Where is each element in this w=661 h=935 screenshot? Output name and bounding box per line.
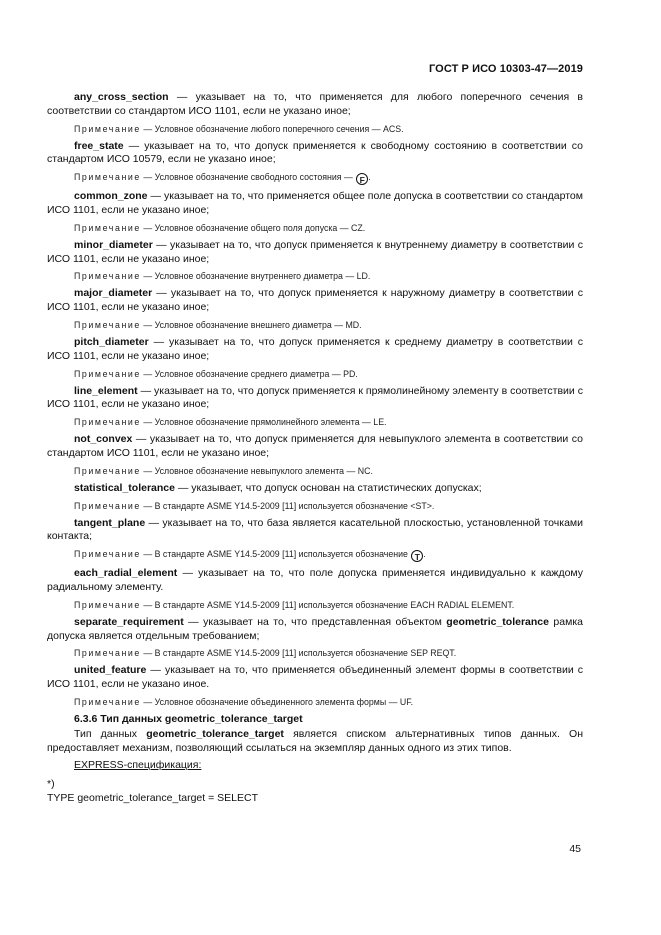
note-end: .: [368, 172, 371, 183]
definition-item: [47, 433, 583, 461]
note-label: Примечание: [74, 172, 141, 183]
document-id-header: ГОСТ Р ИСО 10303-47—2019: [428, 63, 583, 75]
note: [47, 500, 583, 512]
note-label: Примечание: [74, 271, 141, 282]
note: [47, 368, 583, 380]
note-label: Примечание: [74, 222, 141, 233]
definition-term: free_state: [74, 139, 124, 152]
definition-term: united_feature: [74, 664, 147, 677]
definition-text: — указывает на то, что допуск применяется к свободному состоянию в соответствии со стандартом ИСО 10579, если не указано иное;: [47, 139, 583, 166]
note: [47, 548, 583, 562]
definition-item: [47, 482, 583, 496]
definition-item: [47, 616, 583, 644]
note: [47, 319, 583, 331]
definition-item: [47, 91, 583, 119]
note-text: — Условное обозначение общего поля допуска — CZ.: [140, 222, 366, 233]
definition-term: any_cross_section: [74, 91, 169, 103]
note: [47, 696, 583, 708]
paragraph-term: geometric_tolerance_target: [146, 727, 284, 740]
definition-item: [47, 287, 583, 315]
definition-item: [47, 190, 583, 218]
note-text: — Условное обозначение внешнего диаметра — MD.: [140, 319, 362, 330]
definition-text: — указывает на то, что поле допуска применяется индивидуально к каждому радиальному элементу.: [47, 567, 583, 593]
definition-item: [47, 336, 583, 364]
definition-text: — указывает на то, что допуск применяется к наружному диаметру в соответствии с ИСО 1101, если не указано иное;: [47, 287, 583, 314]
definition-item: [47, 239, 583, 267]
definition-term: line_element: [74, 384, 138, 397]
code-line: *): [47, 778, 55, 791]
section-heading: 6.3.6 Тип данных geometric_tolerance_target: [74, 712, 303, 725]
document-body: [47, 91, 583, 806]
note-label: Примечание: [74, 123, 141, 134]
note-end: .: [423, 549, 426, 560]
note-text: — Условное обозначение невыпуклого элемента — NC.: [140, 465, 373, 476]
note-label: Примечание: [74, 696, 141, 707]
note: [47, 465, 583, 477]
note-text: — В стандарте ASME Y14.5-2009 [11] используется обозначение: [140, 549, 408, 560]
definition-item: [47, 567, 583, 595]
note: [47, 647, 583, 659]
page-number: 45: [569, 843, 581, 855]
definition-text-cont: рамка допуска является отдельным требованием;: [47, 615, 583, 642]
definition-term-ref: geometric_tolerance: [446, 615, 549, 628]
paragraph-rest: является списком альтернативных типов данных. Он предоставляет механизм, позволяющий ссылаться на экземпляр данных одного из этих типов.: [47, 727, 583, 754]
note: [47, 222, 583, 234]
definition-term: major_diameter: [74, 287, 153, 300]
definition-term: each_radial_element: [74, 567, 178, 580]
circled-symbol-icon: F: [356, 173, 368, 185]
note: [47, 416, 583, 428]
note-label: Примечание: [74, 500, 141, 511]
note-label: Примечание: [74, 465, 141, 476]
note-text: — В стандарте ASME Y14.5-2009 [11] используется обозначение <ST>.: [140, 500, 435, 511]
definition-item: [47, 140, 583, 168]
note: [47, 171, 583, 185]
note-text: — Условное обозначение свободного состояния —: [140, 172, 353, 183]
definition-term: pitch_diameter: [74, 335, 149, 348]
paragraph-lead: Тип данных: [74, 727, 147, 740]
definition-term: separate_requirement: [74, 615, 184, 628]
note-label: Примечание: [74, 319, 141, 330]
note-text: — Условное обозначение объединенного элемента формы — UF.: [140, 696, 414, 707]
note-text: — Условное обозначение внутреннего диаметра — LD.: [140, 271, 371, 282]
definition-text: — указывает на то, что допуск применяется к прямолинейному элементу в соответствии с ИСО 1101, если не указано иное;: [47, 384, 583, 411]
note-text: — Условное обозначение среднего диаметра — PD.: [140, 368, 358, 379]
definition-term: statistical_tolerance: [74, 481, 175, 494]
definition-text: — указывает на то, что допуск применяется для невыпуклого элемента в соответствии со стандартом ИСО 1101, если не указано иное;: [47, 433, 583, 459]
definition-text: — указывает на то, что допуск применяется к среднему диаметру в соответствии с ИСО 1101, если не указано иное;: [47, 335, 583, 362]
note-label: Примечание: [74, 549, 141, 560]
definition-text: — указывает на то, что применяется общее поле допуска в соответствии со стандартом ИСО 1101, если не указано иное;: [47, 190, 583, 216]
definition-term: tangent_plane: [74, 516, 146, 529]
express-label: EXPRESS-спецификация:: [74, 759, 202, 772]
note: [47, 599, 583, 611]
definition-item: [47, 385, 583, 413]
definition-text: — указывает на то, что представленная объектом: [183, 615, 447, 628]
section-paragraph: [47, 728, 583, 756]
definition-text: — указывает на то, что допуск применяется к внутреннему диаметру в соответствии с ИСО 1101, если не указано иное;: [47, 238, 583, 265]
circled-symbol-icon: T: [411, 550, 423, 562]
definition-text: — указывает на то, что применяется объединенный элемент формы в соответствии с ИСО 1101, если не указано иное.: [47, 664, 583, 691]
definition-item: [47, 664, 583, 692]
definition-term: common_zone: [74, 190, 148, 203]
definition-term: minor_diameter: [74, 238, 153, 251]
note-text: — В стандарте ASME Y14.5-2009 [11] используется обозначение EACH RADIAL ELEMENT.: [140, 599, 515, 610]
note-label: Примечание: [74, 599, 141, 610]
definition-text: — указывает на то, что применяется для любого поперечного сечения в соответствии со стандартом ИСО 1101, если не указано иное;: [47, 91, 583, 117]
definition-term: not_convex: [74, 433, 133, 446]
definition-text: — указывает, что допуск основан на статистических допусках;: [174, 481, 482, 494]
note: [47, 270, 583, 282]
code-line: TYPE geometric_tolerance_target = SELECT: [47, 791, 258, 804]
definition-text: — указывает на то, что база является касательной плоскостью, установленной точками контакта;: [47, 516, 583, 543]
definition-item: [47, 517, 583, 545]
note-text: — Условное обозначение любого поперечного сечения — ACS.: [140, 123, 404, 134]
note-label: Примечание: [74, 368, 141, 379]
note: [47, 123, 583, 135]
note-text: — В стандарте ASME Y14.5-2009 [11] используется обозначение SEP REQT.: [140, 648, 457, 659]
note-text: — Условное обозначение прямолинейного элемента — LE.: [140, 417, 387, 428]
note-label: Примечание: [74, 417, 141, 428]
note-label: Примечание: [74, 648, 141, 659]
